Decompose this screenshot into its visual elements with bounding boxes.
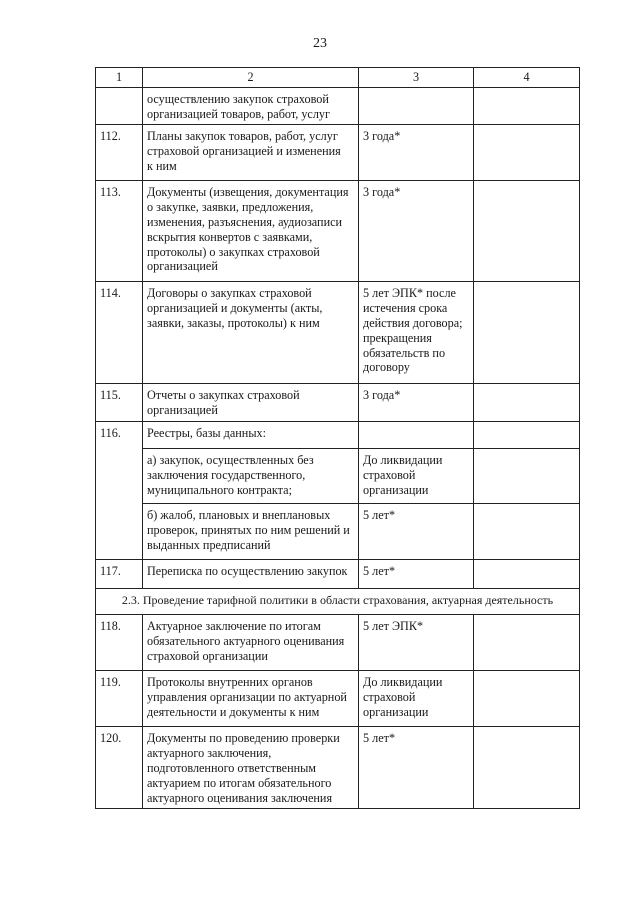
row-retention-term <box>359 422 474 449</box>
table-row <box>96 615 580 671</box>
row-number: 118. <box>96 615 143 671</box>
row-note <box>474 727 580 809</box>
row-retention-term: 3 года* <box>359 384 474 422</box>
header-col-3: 3 <box>359 68 474 88</box>
row-number: 120. <box>96 727 143 809</box>
row-number: 119. <box>96 671 143 727</box>
row-number <box>96 87 143 125</box>
page-number: 23 <box>313 36 327 51</box>
section-heading-row <box>96 589 580 615</box>
row-description: Переписка по осуществлению закупок <box>143 560 359 589</box>
table-row <box>96 671 580 727</box>
row-number: 115. <box>96 384 143 422</box>
table-row <box>96 422 580 449</box>
row-retention-term: До ликвидации страховой организации <box>359 671 474 727</box>
row-description: осуществлению закупок страховой организацией товаров, работ, услуг <box>143 87 359 125</box>
row-retention-term: 5 лет ЭПК* <box>359 615 474 671</box>
row-retention-term: 5 лет* <box>359 504 474 560</box>
row-description: Отчеты о закупках страховой организацией <box>143 384 359 422</box>
row-description: Планы закупок товаров, работ, услуг страховой организацией и изменения к ним <box>143 125 359 181</box>
table-row <box>96 282 580 384</box>
row-retention-term: 3 года* <box>359 181 474 282</box>
row-retention-term: 5 лет ЭПК* после истечения срока действия договора; прекращения обязательств по договору <box>359 282 474 384</box>
table-row <box>96 125 580 181</box>
table-header-row <box>96 68 580 88</box>
row-note <box>474 181 580 282</box>
row-number: 114. <box>96 282 143 384</box>
table-row <box>96 504 580 560</box>
row-description: Документы (извещения, документация о закупке, заявки, предложения, изменения, разъяснения, аудиозаписи вскрытия конвертов с заявками, протоколы) о закупках страховой организацией <box>143 181 359 282</box>
row-note <box>474 422 580 449</box>
table-row <box>96 384 580 422</box>
row-description: Актуарное заключение по итогам обязательного актуарного оценивания страховой организации <box>143 615 359 671</box>
row-note <box>474 504 580 560</box>
row-note <box>474 282 580 384</box>
row-note <box>474 615 580 671</box>
row-note <box>474 560 580 589</box>
row-note <box>474 87 580 125</box>
row-number: 113. <box>96 181 143 282</box>
row-description: Протоколы внутренних органов управления организации по актуарной деятельности и документы к ним <box>143 671 359 727</box>
table-row <box>96 727 580 809</box>
row-description: Реестры, базы данных: <box>143 422 359 449</box>
row-note <box>474 384 580 422</box>
row-number: 117. <box>96 560 143 589</box>
row-note <box>474 125 580 181</box>
row-retention-term: 5 лет* <box>359 727 474 809</box>
row-number: 112. <box>96 125 143 181</box>
row-description: а) закупок, осуществленных без заключения государственного, муниципального контракта; <box>143 449 359 504</box>
header-col-4: 4 <box>474 68 580 88</box>
row-description: Договоры о закупках страховой организацией и документы (акты, заявки, заказы, протоколы) к ним <box>143 282 359 384</box>
table-row <box>96 181 580 282</box>
row-description: б) жалоб, плановых и внеплановых проверок, принятых по ним решений и выданных предписаний <box>143 504 359 560</box>
table-row <box>96 560 580 589</box>
section-title: 2.3. Проведение тарифной политики в области страхования, актуарная деятельность <box>96 589 580 615</box>
records-retention-table <box>95 67 580 809</box>
header-col-2: 2 <box>143 68 359 88</box>
row-description: Документы по проведению проверки актуарного заключения, подготовленного ответственным актуарием по итогам обязательного актуарного оценивания заключения <box>143 727 359 809</box>
row-retention-term <box>359 87 474 125</box>
row-retention-term: 3 года* <box>359 125 474 181</box>
table-row <box>96 449 580 504</box>
table-row <box>96 87 580 125</box>
row-note <box>474 449 580 504</box>
row-number: 116. <box>96 422 143 560</box>
header-col-1: 1 <box>96 68 143 88</box>
row-retention-term: До ликвидации страховой организации <box>359 449 474 504</box>
row-note <box>474 671 580 727</box>
row-retention-term: 5 лет* <box>359 560 474 589</box>
